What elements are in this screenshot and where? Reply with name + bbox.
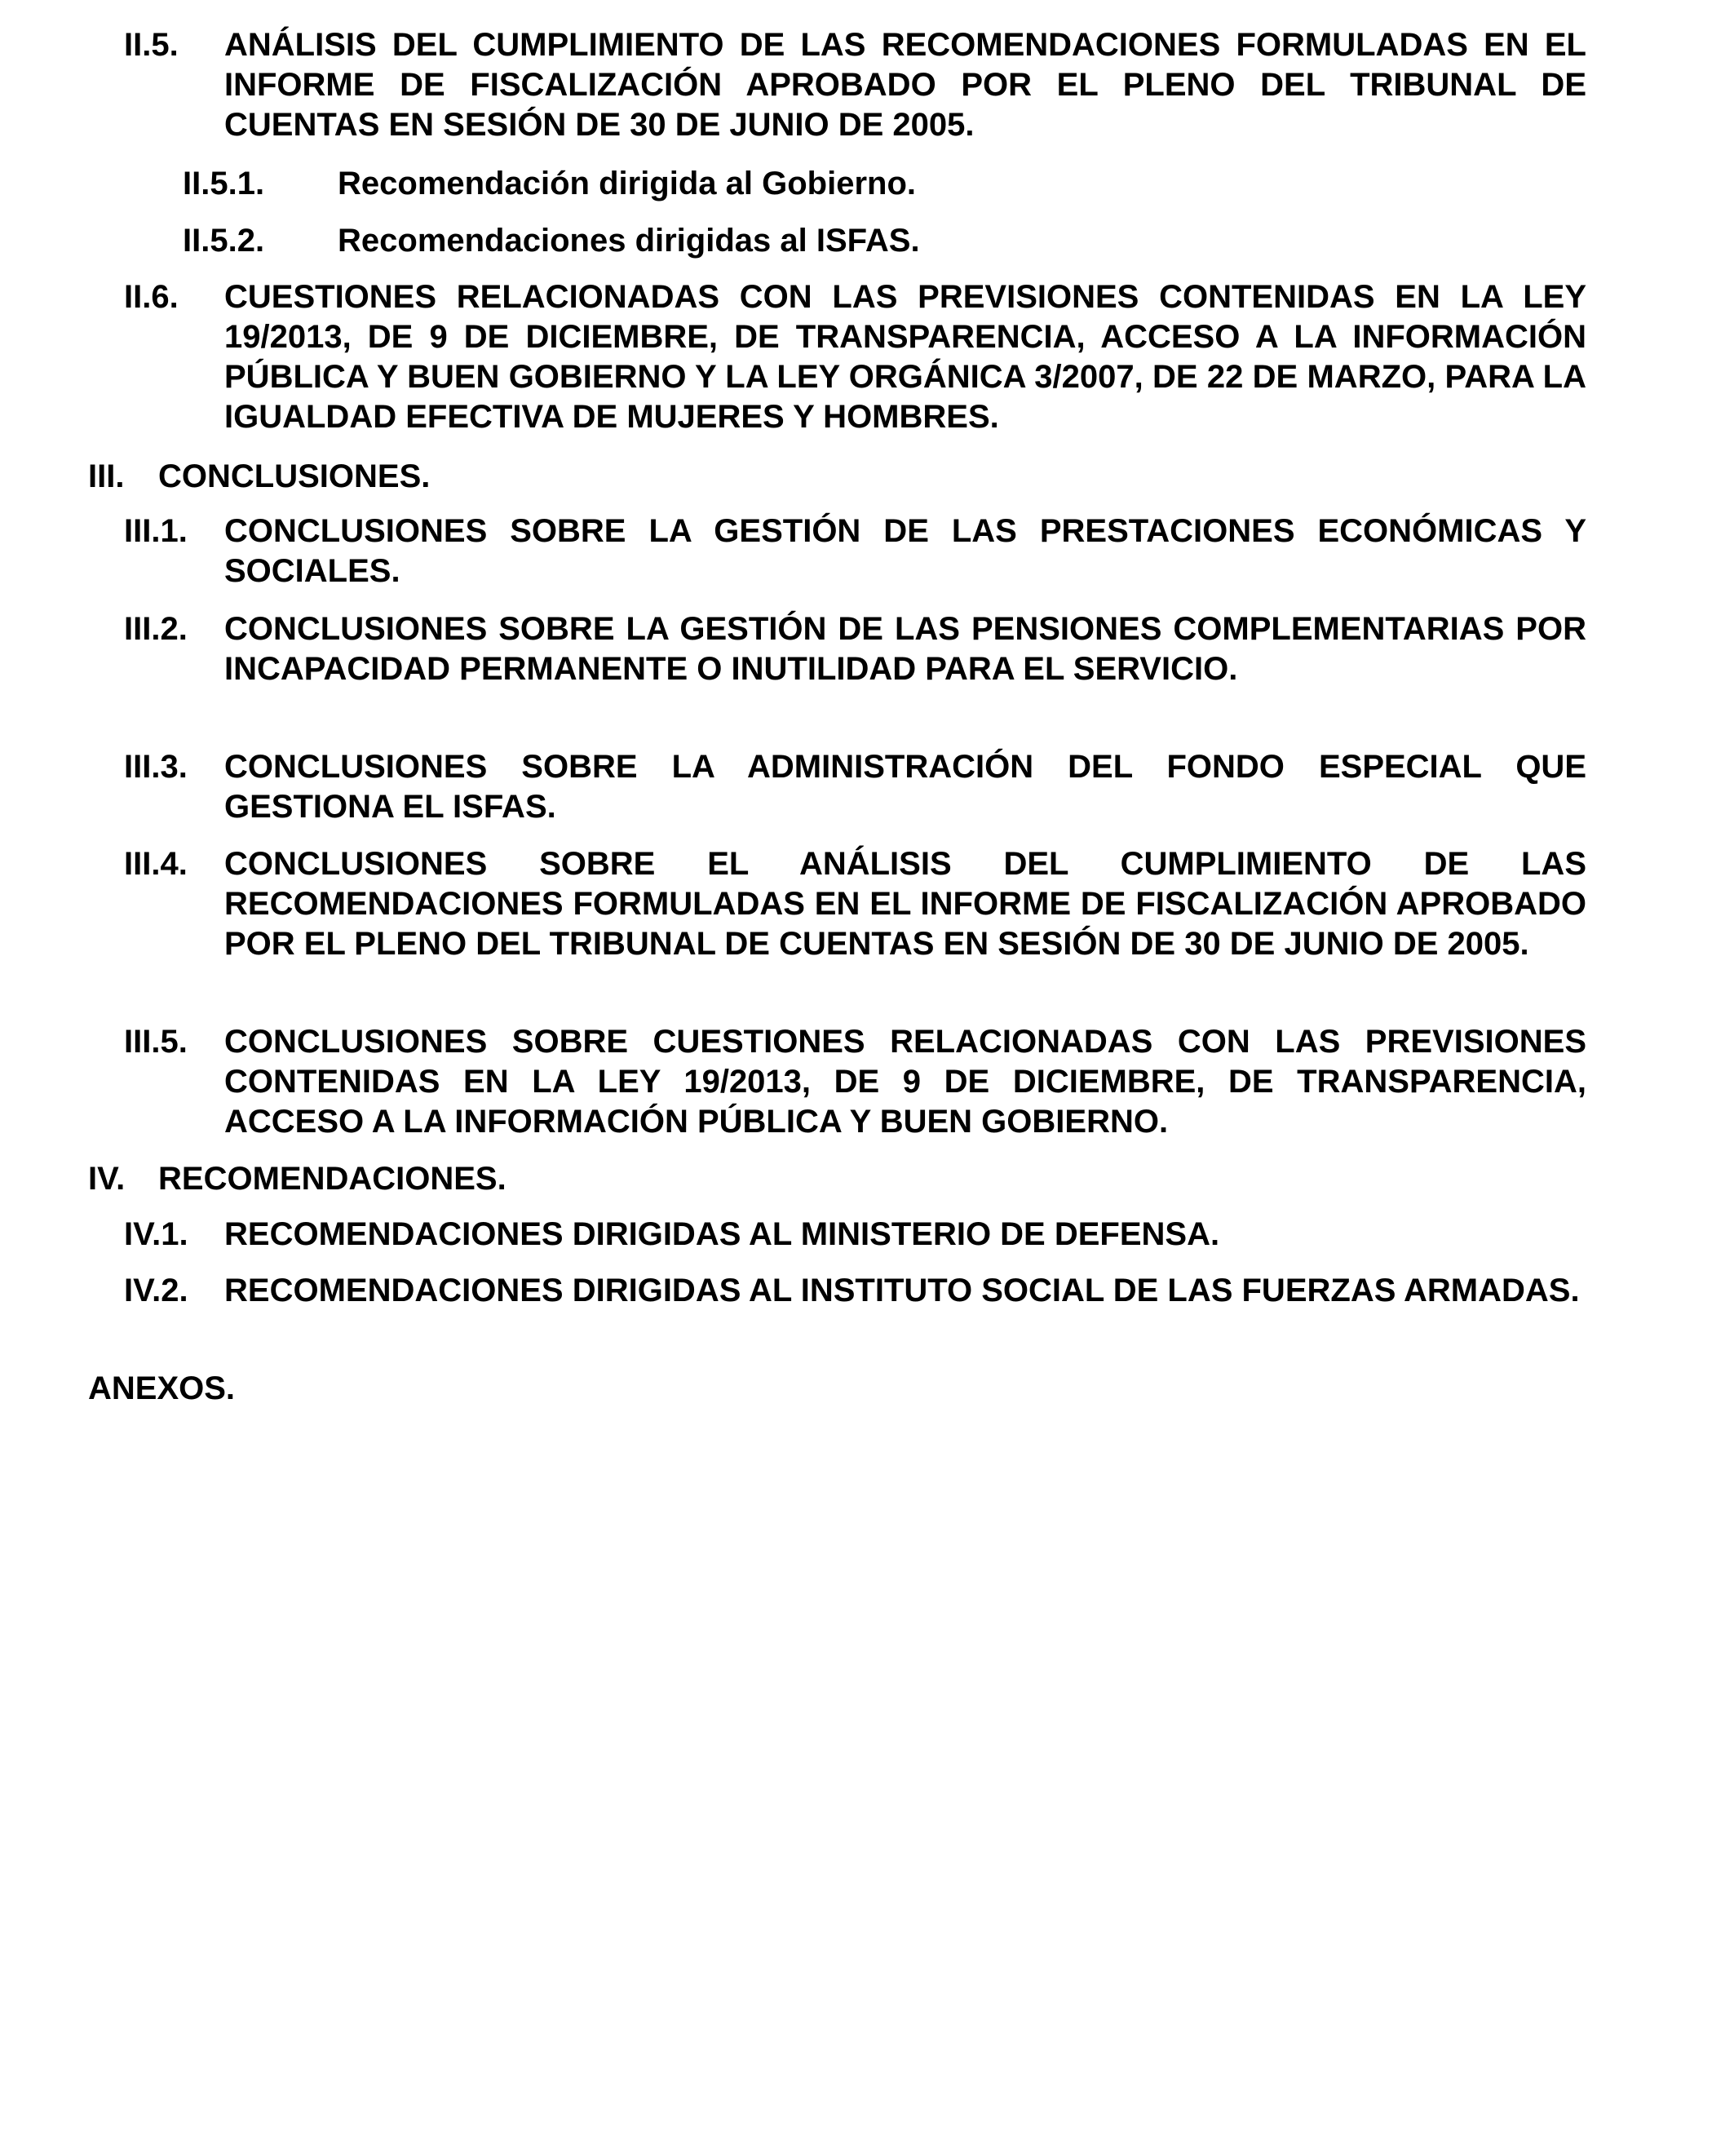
toc-entry-number: III. bbox=[88, 458, 125, 494]
toc-entry-number: II.5.1. bbox=[183, 166, 265, 201]
toc-entry-number: II.5.2. bbox=[183, 223, 265, 259]
toc-entry-title: CONCLUSIONES SOBRE CUESTIONES RELACIONADAS CON LAS PREVISIONES CONTENIDAS EN LA LEY 19/2013, DE 9 DE DICIEMBRE, DE TRANSPARENCIA, ACCESO A LA INFORMACIÓN PÚBLICA Y BUEN GOBIERNO. bbox=[224, 1024, 1586, 1140]
toc-entry-title: Recomendación dirigida al Gobierno. bbox=[338, 166, 917, 201]
toc-entry-iii-1 bbox=[124, 511, 1586, 591]
toc-entry-title: ANEXOS. bbox=[88, 1370, 236, 1406]
toc-entry-number: II.5. bbox=[124, 27, 179, 63]
toc-entry-ii-5-1 bbox=[183, 164, 1586, 204]
toc-entry-iv-2 bbox=[124, 1271, 1586, 1311]
toc-entry-title: CONCLUSIONES. bbox=[158, 458, 431, 494]
toc-entry-iii-4 bbox=[124, 844, 1586, 964]
toc-entry-ii-5 bbox=[124, 25, 1586, 145]
toc-entry-number: IV.1. bbox=[124, 1216, 188, 1252]
toc-entry-title: CONCLUSIONES SOBRE EL ANÁLISIS DEL CUMPLIMIENTO DE LAS RECOMENDACIONES FORMULADAS EN EL INFORME DE FISCALIZACIÓN APROBADO POR EL PLENO DEL TRIBUNAL DE CUENTAS EN SESIÓN DE 30 DE JUNIO DE 2005. bbox=[224, 846, 1586, 962]
toc-entry-anexos bbox=[88, 1369, 1475, 1409]
toc-entry-title: RECOMENDACIONES DIRIGIDAS AL MINISTERIO DE DEFENSA. bbox=[224, 1216, 1220, 1252]
toc-entry-number: II.6. bbox=[124, 279, 179, 315]
toc-entry-iii-3 bbox=[124, 747, 1586, 827]
toc-entry-title: CONCLUSIONES SOBRE LA GESTIÓN DE LAS PENSIONES COMPLEMENTARIAS POR INCAPACIDAD PERMANENTE O INUTILIDAD PARA EL SERVICIO. bbox=[224, 611, 1586, 687]
toc-entry-iii bbox=[88, 457, 1545, 497]
toc-entry-title: CONCLUSIONES SOBRE LA GESTIÓN DE LAS PRESTACIONES ECONÓMICAS Y SOCIALES. bbox=[224, 513, 1586, 589]
toc-entry-iii-5 bbox=[124, 1022, 1586, 1142]
toc-entry-iv bbox=[88, 1159, 1545, 1199]
toc-entry-iv-1 bbox=[124, 1215, 1586, 1255]
toc-entry-number: III.3. bbox=[124, 749, 188, 785]
toc-entry-title: CONCLUSIONES SOBRE LA ADMINISTRACIÓN DEL FONDO ESPECIAL QUE GESTIONA EL ISFAS. bbox=[224, 749, 1586, 825]
toc-entry-title: CUESTIONES RELACIONADAS CON LAS PREVISIONES CONTENIDAS EN LA LEY 19/2013, DE 9 DE DICIEMBRE, DE TRANSPARENCIA, ACCESO A LA INFORMACIÓN PÚBLICA Y BUEN GOBIERNO Y LA LEY ORGÁNICA 3/2007, DE 22 DE MARZO, PARA LA IGUALDAD EFECTIVA DE MUJERES Y HOMBRES. bbox=[224, 279, 1586, 435]
toc-entry-iii-2 bbox=[124, 609, 1586, 689]
toc-entry-number: III.4. bbox=[124, 846, 188, 882]
toc-entry-title: ANÁLISIS DEL CUMPLIMIENTO DE LAS RECOMENDACIONES FORMULADAS EN EL INFORME DE FISCALIZACIÓN APROBADO POR EL PLENO DEL TRIBUNAL DE CUENTAS EN SESIÓN DE 30 DE JUNIO DE 2005. bbox=[224, 27, 1586, 143]
toc-entry-title: Recomendaciones dirigidas al ISFAS. bbox=[338, 223, 920, 259]
toc-entry-title: RECOMENDACIONES. bbox=[158, 1161, 506, 1197]
toc-entry-number: IV. bbox=[88, 1161, 126, 1197]
toc-entry-ii-6 bbox=[124, 277, 1586, 437]
toc-entry-number: III.1. bbox=[124, 513, 188, 549]
toc-entry-number: III.2. bbox=[124, 611, 188, 647]
toc-entry-number: III.5. bbox=[124, 1024, 188, 1060]
toc-entry-ii-5-2 bbox=[183, 221, 1586, 261]
toc-entry-title: RECOMENDACIONES DIRIGIDAS AL INSTITUTO SOCIAL DE LAS FUERZAS ARMADAS. bbox=[224, 1273, 1580, 1308]
toc-entry-number: IV.2. bbox=[124, 1273, 188, 1308]
